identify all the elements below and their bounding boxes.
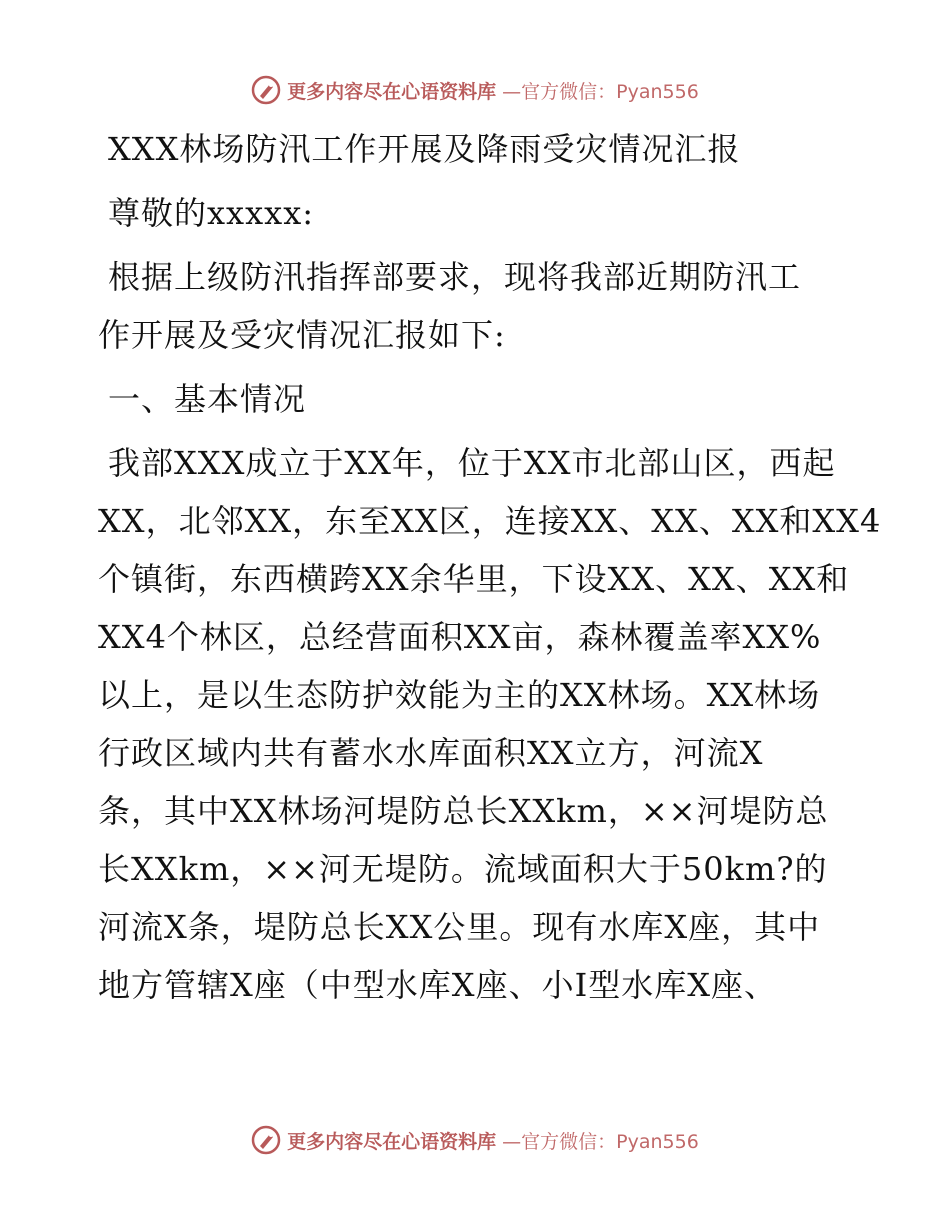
paragraph-line: 条，其中XX林场河堤防总长XXkm，××河堤防总 bbox=[98, 792, 829, 830]
pen-logo-icon bbox=[251, 1125, 281, 1155]
document-body bbox=[98, 120, 882, 1014]
header-watermark bbox=[0, 70, 950, 110]
paragraph-line: 以上，是以生态防护效能为主的XX林场。XX林场 bbox=[98, 676, 821, 714]
section-paragraph bbox=[98, 434, 882, 1014]
paragraph-line: XX，北邻XX，东至XX区，连接XX、XX、XX和XX4 bbox=[98, 502, 882, 540]
paragraph-line: 个镇街，东西横跨XX余华里，下设XX、XX、XX和 bbox=[98, 560, 850, 598]
document-title: XXX林场防汛工作开展及降雨受灾情况汇报 bbox=[108, 130, 741, 168]
footer-watermark bbox=[0, 1120, 950, 1160]
pen-logo-icon bbox=[251, 75, 281, 105]
paragraph-line: 地方管辖X座（中型水库X座、小Ⅰ型水库X座、 bbox=[98, 966, 777, 1004]
paragraph-line: 行政区域内共有蓄水水库面积XX立方，河流X bbox=[98, 734, 764, 772]
greeting: 尊敬的xxxxx: bbox=[108, 194, 315, 232]
section-heading: 一、基本情况 bbox=[108, 380, 307, 418]
paragraph-line: 作开展及受灾情况汇报如下: bbox=[98, 316, 506, 354]
paragraph-line: 长XXkm，××河无堤防。流域面积大于50km?的 bbox=[98, 850, 828, 888]
paragraph-line: 我部XXX成立于XX年，位于XX市北部山区，西起 bbox=[108, 444, 836, 482]
watermark-brand: 更多内容尽在心语资料库 bbox=[287, 80, 497, 103]
intro-paragraph bbox=[98, 248, 858, 364]
watermark-contact: —官方微信：Pyan556 bbox=[502, 1130, 699, 1153]
paragraph-line: 河流X条，堤防总长XX公里。现有水库X座，其中 bbox=[98, 908, 821, 946]
paragraph-line: XX4个林区，总经营面积XX亩，森林覆盖率XX% bbox=[98, 618, 822, 656]
paragraph-line: 根据上级防汛指挥部要求，现将我部近期防汛工 bbox=[108, 258, 802, 296]
watermark-brand: 更多内容尽在心语资料库 bbox=[287, 1130, 497, 1153]
watermark-contact: —官方微信：Pyan556 bbox=[502, 80, 699, 103]
